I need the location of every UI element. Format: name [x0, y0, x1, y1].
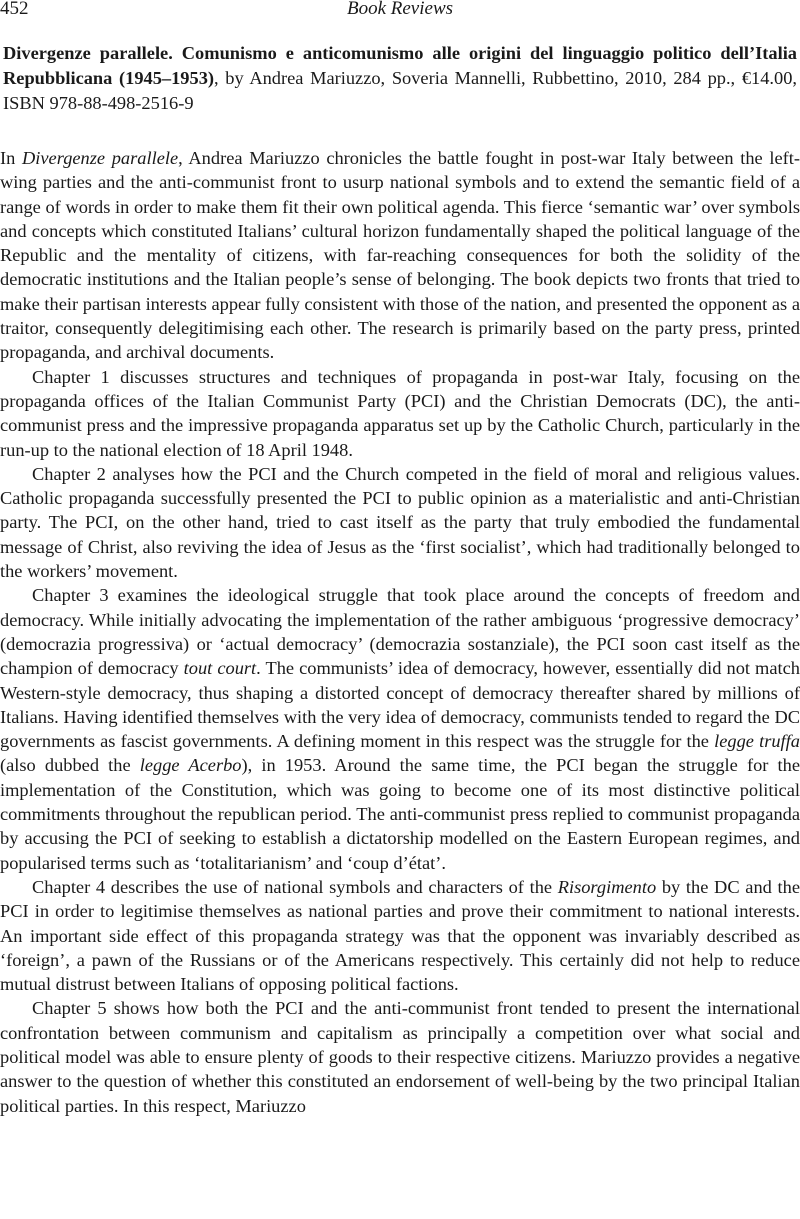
paragraph-4	[0, 583, 800, 875]
section-title: Book Reviews	[346, 0, 454, 19]
text-run: (also dubbed the	[0, 755, 140, 776]
book-details: , by Andrea Mariuzzo, Soveria Mannelli, Rubbettino, 2010, 284 pp., €14.00, ISBN 978-88-498-2516-9	[3, 68, 797, 113]
paragraph-3: Chapter 2 analyses how the PCI and the Church competed in the field of moral and religious values. Catholic propaganda successfully presented the PCI to public opinion as a materialistic and anti-Christian party. The PCI, on the other hand, tried to cast itself as the party that truly embodied the fundamental message of Christ, also reviving the idea of Jesus as the ‘first socialist’, which had traditionally belonged to the workers’ movement.	[0, 463, 800, 582]
text-run: . The communists’ idea of democracy, however, essentially did not match Western-style democracy, thus shaping a distorted concept of democracy thereafter shared by millions of Italians. Having identified themselves with the very idea of democracy, communists tended to regard the DC governments as fascist governments. A defining moment in this respect was the struggle for the	[0, 658, 800, 752]
text-run: In	[0, 148, 22, 168]
book-title: Divergenze parallele. Comunismo e anticomunismo alle origini del linguaggio politico dell’Italia Repubblicana (1945–1953)	[3, 43, 797, 88]
italic-title: Divergenze parallele	[22, 148, 179, 168]
text-run: , Andrea Mariuzzo chronicles the battle fought in post-war Italy between the left-wing parties and the anti-communist front to usurp national symbols and to extend the semantic field of a range of words in order to make them fit their own political agenda. This fierce ‘semantic war’ over symbols and concepts which constituted Italians’ cultural horizon fundamentally shaped the political language of the Republic and the mentality of citizens, with far-reaching consequences for both the solidity of the democratic institutions and the Italian people’s sense of belonging. The book depicts two fronts that tried to make their partisan interests appear fully consistent with those of the nation, and presented the opponent as a traitor, consequently delegitimising each other. The research is primarily based on the party press, printed propaganda, and archival documents.	[0, 148, 800, 363]
text-run: Chapter 4 describes the use of national symbols and characters of the	[32, 876, 558, 897]
italic-term: Risorgimento	[557, 876, 657, 897]
italic-term: tout court	[183, 658, 257, 679]
paragraph-2: Chapter 1 discusses structures and techniques of propaganda in post-war Italy, focusing on the propaganda offices of the Italian Communist Party (PCI) and the Christian Democrats (DC), the anti-communist press and the impressive propaganda apparatus set up by the Catholic Church, particularly in the run-up to the national election of 18 April 1948.	[0, 366, 800, 460]
page-number: 452	[0, 0, 29, 19]
text-run: Chapter 3 examines the ideological struggle that took place around the concepts of freedom and democracy. While initially advocating the implementation of the rather ambiguous ‘progressive democracy’ (democrazia progressiva) or ‘actual democracy’ (democrazia sostanziale), the PCI soon cast itself as the champion of democracy	[0, 585, 800, 679]
paragraph-1	[0, 146, 800, 365]
text-run: by the DC and the PCI in order to legitimise themselves as national parties and prove their commitment to national interests. An important side effect of this propaganda strategy was that the opponent was invariably described as ‘foreign’, a pawn of the Russians or of the Americans respectively. This certainly did not help to reduce mutual distrust between Italians of opposing political factions.	[0, 876, 800, 995]
running-head	[0, 0, 800, 22]
text-run: ), in 1953. Around the same time, the PCI began the struggle for the implementation of the Constitution, which was going to become one of its most distinctive political commitments throughout the republican period. The anti-communist press replied to communist propaganda by accusing the PCI of seeking to establish a dictatorship modelled on the Eastern European regimes, and popularised terms such as ‘totalitarianism’ and ‘coup d’état’.	[0, 755, 800, 873]
italic-term: legge truffa	[714, 731, 800, 752]
italic-term: legge Acerbo	[139, 755, 242, 776]
paragraph-6: Chapter 5 shows how both the PCI and the anti-communist front tended to present the international confrontation between communism and capitalism as principally a competition over what social and political model was able to ensure plenty of goods to their respective citizens. Mariuzzo provides a negative answer to the question of whether this constituted an endorsement of well-being by the two principal Italian political parties. In this respect, Mariuzzo	[0, 998, 800, 1116]
review-citation	[3, 41, 797, 116]
paragraph-5	[0, 875, 800, 996]
review-body	[0, 146, 800, 1118]
